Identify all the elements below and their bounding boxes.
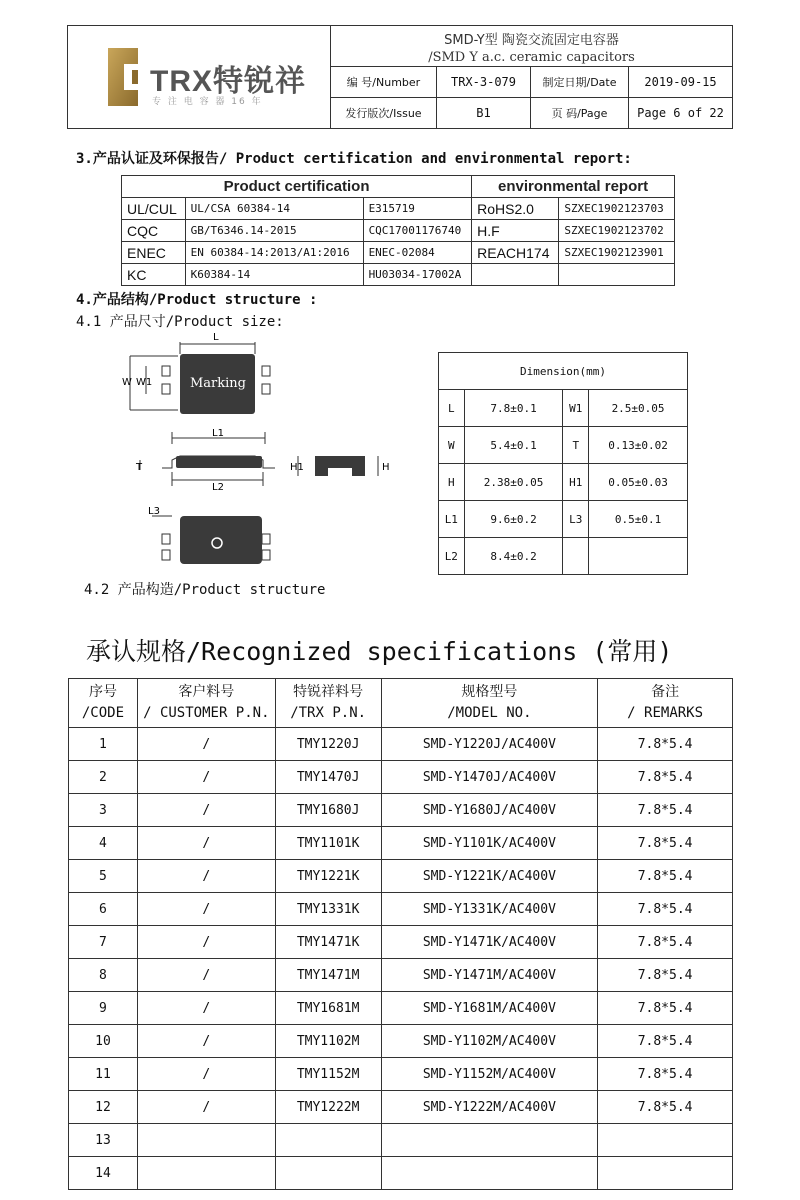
cell-customer-pn: / xyxy=(137,794,275,827)
cell-customer-pn: / xyxy=(137,893,275,926)
cell-remarks: 7.8*5.4 xyxy=(598,761,733,794)
dim-value: 0.5±0.1 xyxy=(589,501,688,538)
cell-customer-pn: / xyxy=(137,761,275,794)
cell-remarks: 7.8*5.4 xyxy=(598,992,733,1025)
cell-trx-pn: TMY1221K xyxy=(275,860,381,893)
cell-remarks: 7.8*5.4 xyxy=(598,926,733,959)
date-label: 制定日期/Date xyxy=(542,76,617,89)
header-model-no: 规格型号 /MODEL NO. xyxy=(381,679,598,728)
section4-1-heading: 4.1 产品尺寸/Product size: xyxy=(76,314,284,330)
logo-text: TRX特锐祥 xyxy=(150,65,306,98)
cell-trx-pn: TMY1222M xyxy=(275,1091,381,1124)
table-row xyxy=(122,198,675,220)
cert-number: ENEC-02084 xyxy=(363,242,472,264)
cell-model-no: SMD-Y1680J/AC400V xyxy=(381,794,598,827)
table-row xyxy=(69,992,733,1025)
cell-customer-pn: / xyxy=(137,992,275,1025)
dim-L-label: L xyxy=(213,332,219,343)
cell-code: 8 xyxy=(69,959,138,992)
cert-number: CQC17001176740 xyxy=(363,220,472,242)
cell-code: 2 xyxy=(69,761,138,794)
table-row xyxy=(122,242,675,264)
dim-W1-label: W1 xyxy=(136,377,153,388)
cell-customer-pn: / xyxy=(137,1091,275,1124)
cell-remarks: 7.8*5.4 xyxy=(598,860,733,893)
env-header: environmental report xyxy=(472,176,675,198)
dim-value xyxy=(589,538,688,575)
cert-number: HU03034-17002A xyxy=(363,264,472,286)
cell-model-no: SMD-Y1222M/AC400V xyxy=(381,1091,598,1124)
spec-title: 承认规格/Recognized specifications (常用) xyxy=(86,637,673,666)
table-row xyxy=(69,1091,733,1124)
number-value: TRX-3-079 xyxy=(450,75,517,89)
header-customer-pn: 客户料号 / CUSTOMER P.N. xyxy=(137,679,275,728)
table-row xyxy=(69,893,733,926)
table-row xyxy=(439,390,688,427)
cell-code: 12 xyxy=(69,1091,138,1124)
table-row xyxy=(69,761,733,794)
cell-model-no: SMD-Y1470J/AC400V xyxy=(381,761,598,794)
cell-model-no: SMD-Y1102M/AC400V xyxy=(381,1025,598,1058)
section4-heading: 4.产品结构/Product structure : xyxy=(76,292,318,308)
table-row xyxy=(439,538,688,575)
cert-standard: UL/CSA 60384-14 xyxy=(185,198,363,220)
table-row xyxy=(69,827,733,860)
cell-model-no xyxy=(381,1124,598,1157)
cell-model-no: SMD-Y1101K/AC400V xyxy=(381,827,598,860)
table-row xyxy=(439,464,688,501)
env-name: RoHS2.0 xyxy=(472,198,559,220)
cell-code: 4 xyxy=(69,827,138,860)
table-row xyxy=(69,1058,733,1091)
dim-L1-label: L1 xyxy=(212,428,224,439)
cell-remarks: 7.8*5.4 xyxy=(598,1091,733,1124)
table-row xyxy=(69,1124,733,1157)
dim-T-label: T xyxy=(136,462,143,473)
table-row xyxy=(439,501,688,538)
logo-slogan: 专 注 电 容 器 16 年 xyxy=(152,97,263,107)
cert-name: KC xyxy=(122,264,186,286)
page-label: 页 码/Page xyxy=(551,107,608,120)
number-label: 编 号/Number xyxy=(346,76,421,89)
cell-trx-pn: TMY1331K xyxy=(275,893,381,926)
table-row xyxy=(69,1025,733,1058)
dim-name: T xyxy=(563,427,589,464)
cert-standard: EN 60384-14:2013/A1:2016 xyxy=(185,242,363,264)
cell-customer-pn: / xyxy=(137,860,275,893)
dim-name: L xyxy=(439,390,465,427)
cell-customer-pn: / xyxy=(137,827,275,860)
certification-table xyxy=(121,175,675,286)
date-value: 2019-09-15 xyxy=(644,75,717,89)
dim-value: 9.6±0.2 xyxy=(464,501,563,538)
issue-value: B1 xyxy=(476,106,491,120)
table-row xyxy=(69,926,733,959)
dim-W-label: W xyxy=(122,377,132,388)
page-value: Page 6 of 22 xyxy=(637,106,724,120)
table-row xyxy=(69,728,733,761)
spec-header-row xyxy=(69,679,733,728)
cell-customer-pn: / xyxy=(137,1025,275,1058)
dim-value: 7.8±0.1 xyxy=(464,390,563,427)
cell-model-no: SMD-Y1681M/AC400V xyxy=(381,992,598,1025)
dim-value: 2.38±0.05 xyxy=(464,464,563,501)
dim-name: H xyxy=(439,464,465,501)
cell-code: 7 xyxy=(69,926,138,959)
dim-value: 5.4±0.1 xyxy=(464,427,563,464)
cell-remarks xyxy=(598,1124,733,1157)
cell-customer-pn: / xyxy=(137,1058,275,1091)
cell-code: 6 xyxy=(69,893,138,926)
header-remarks: 备注 / REMARKS xyxy=(598,679,733,728)
env-number: SZXEC1902123702 xyxy=(559,220,675,242)
table-row xyxy=(122,264,675,286)
env-number xyxy=(559,264,675,286)
cell-code: 3 xyxy=(69,794,138,827)
cell-code: 11 xyxy=(69,1058,138,1091)
cell-trx-pn: TMY1471K xyxy=(275,926,381,959)
header-code: 序号 /CODE xyxy=(69,679,138,728)
cert-number: E315719 xyxy=(363,198,472,220)
table-row xyxy=(69,959,733,992)
cell-trx-pn: TMY1220J xyxy=(275,728,381,761)
dimension-table xyxy=(438,352,688,575)
cell-customer-pn xyxy=(137,1124,275,1157)
cell-customer-pn: / xyxy=(137,959,275,992)
env-number: SZXEC1902123703 xyxy=(559,198,675,220)
cell-remarks xyxy=(598,1157,733,1190)
cell-model-no: SMD-Y1152M/AC400V xyxy=(381,1058,598,1091)
dim-name: L2 xyxy=(439,538,465,575)
header-trx-pn: 特锐祥料号 /TRX P.N. xyxy=(275,679,381,728)
section3-heading: 3.产品认证及环保报告/ Product certification and environmental report: xyxy=(76,151,632,167)
cell-remarks: 7.8*5.4 xyxy=(598,893,733,926)
cell-customer-pn: / xyxy=(137,926,275,959)
cell-trx-pn: TMY1102M xyxy=(275,1025,381,1058)
dim-value: 2.5±0.05 xyxy=(589,390,688,427)
cell-remarks: 7.8*5.4 xyxy=(598,1058,733,1091)
cell-remarks: 7.8*5.4 xyxy=(598,959,733,992)
dim-name xyxy=(563,538,589,575)
env-name: H.F xyxy=(472,220,559,242)
cert-header: Product certification xyxy=(122,176,472,198)
cell-trx-pn xyxy=(275,1157,381,1190)
dim-L3-label: L3 xyxy=(148,506,160,517)
cell-code: 1 xyxy=(69,728,138,761)
cell-model-no xyxy=(381,1157,598,1190)
cell-remarks: 7.8*5.4 xyxy=(598,1025,733,1058)
cell-remarks: 7.8*5.4 xyxy=(598,794,733,827)
cell-model-no: SMD-Y1331K/AC400V xyxy=(381,893,598,926)
table-row xyxy=(69,1157,733,1190)
cell-code: 13 xyxy=(69,1124,138,1157)
cert-name: CQC xyxy=(122,220,186,242)
cell-trx-pn: TMY1471M xyxy=(275,959,381,992)
dim-value: 8.4±0.2 xyxy=(464,538,563,575)
cert-standard: GB/T6346.14-2015 xyxy=(185,220,363,242)
dim-name: L1 xyxy=(439,501,465,538)
cell-code: 10 xyxy=(69,1025,138,1058)
section4-2-heading: 4.2 产品构造/Product structure xyxy=(84,582,326,598)
cell-trx-pn: TMY1681M xyxy=(275,992,381,1025)
cell-code: 9 xyxy=(69,992,138,1025)
cell-customer-pn xyxy=(137,1157,275,1190)
spec-table xyxy=(68,678,733,1190)
dim-name: W1 xyxy=(563,390,589,427)
cell-customer-pn: / xyxy=(137,728,275,761)
dim-H-label: H xyxy=(382,462,390,473)
doc-title-cn: SMD-Y型 陶瓷交流固定电容器 xyxy=(444,32,619,48)
env-name xyxy=(472,264,559,286)
dim-name: H1 xyxy=(563,464,589,501)
dim-name: W xyxy=(439,427,465,464)
company-logo xyxy=(68,26,331,128)
table-row xyxy=(439,427,688,464)
table-row xyxy=(122,220,675,242)
marking-label: Marking xyxy=(190,376,247,391)
cell-model-no: SMD-Y1221K/AC400V xyxy=(381,860,598,893)
cell-trx-pn: TMY1470J xyxy=(275,761,381,794)
table-row xyxy=(69,860,733,893)
document-header xyxy=(67,25,733,129)
capacitor-drawing xyxy=(110,330,410,570)
env-number: SZXEC1902123901 xyxy=(559,242,675,264)
cell-model-no: SMD-Y1471K/AC400V xyxy=(381,926,598,959)
table-row xyxy=(69,794,733,827)
dimension-title: Dimension(mm) xyxy=(439,353,688,390)
issue-label: 发行版次/Issue xyxy=(345,107,422,120)
cell-trx-pn: TMY1152M xyxy=(275,1058,381,1091)
env-name: REACH174 xyxy=(472,242,559,264)
cell-model-no: SMD-Y1220J/AC400V xyxy=(381,728,598,761)
cell-code: 14 xyxy=(69,1157,138,1190)
cell-trx-pn xyxy=(275,1124,381,1157)
cell-trx-pn: TMY1101K xyxy=(275,827,381,860)
cell-code: 5 xyxy=(69,860,138,893)
cert-name: ENEC xyxy=(122,242,186,264)
cell-model-no: SMD-Y1471M/AC400V xyxy=(381,959,598,992)
cert-standard: K60384-14 xyxy=(185,264,363,286)
doc-title-en: /SMD Y a.c. ceramic capacitors xyxy=(428,49,635,65)
dim-name: L3 xyxy=(563,501,589,538)
cell-remarks: 7.8*5.4 xyxy=(598,728,733,761)
dim-value: 0.13±0.02 xyxy=(589,427,688,464)
cell-remarks: 7.8*5.4 xyxy=(598,827,733,860)
cell-trx-pn: TMY1680J xyxy=(275,794,381,827)
dim-value: 0.05±0.03 xyxy=(589,464,688,501)
dim-H1-label: H1 xyxy=(290,462,304,473)
dim-L2-label: L2 xyxy=(212,482,224,493)
cert-name: UL/CUL xyxy=(122,198,186,220)
